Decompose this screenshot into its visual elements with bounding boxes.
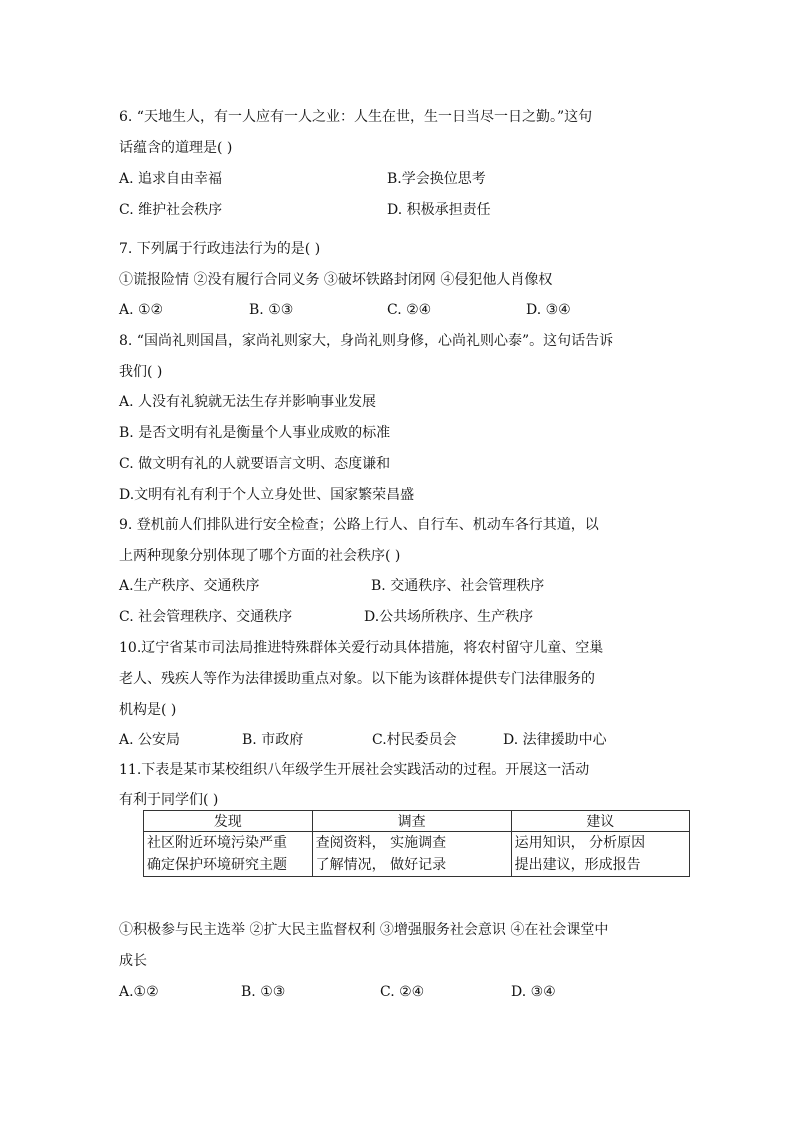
q7-option-b: B. ①③ [249, 302, 294, 318]
q10-stem-line3: 机构是( ) [119, 702, 177, 718]
q8-stem-line1: 8. “国尚礼则国昌，家尚礼则家大，身尚礼则身修，心尚礼则心泰”。这句话告诉 [119, 333, 614, 349]
q10-option-a: A. 公安局 [119, 732, 181, 748]
table-cell-text: 提出建议，形成报告 [514, 857, 641, 873]
table-cell-text: 了解情况， 做好记录 [315, 857, 447, 873]
q6-option-a: A. 追求自由幸福 [119, 171, 223, 187]
table-cell-text: 查阅资料， 实施调查 [315, 835, 447, 851]
q9-stem-line2: 上两种现象分别体现了哪个方面的社会秩序( ) [119, 548, 401, 564]
q8-option-d: D.文明有礼有利于个人立身处世、国家繁荣昌盛 [119, 487, 415, 503]
q7-option-a: A. ①② [119, 302, 164, 318]
q10-option-c: C.村民委员会 [372, 732, 457, 748]
q7-statements: ①谎报险情 ②没有履行合同义务 ③破坏铁路封闭网 ④侵犯他人肖像权 [119, 272, 553, 288]
q11-stem-line2: 有利于同学们( ) [119, 792, 219, 808]
q11-option-b: B. ①③ [241, 984, 286, 1000]
q9-option-d: D.公共场所秩序、生产秩序 [364, 609, 534, 625]
q6-option-b: B.学会换位思考 [387, 171, 486, 187]
q8-stem-line2: 我们( ) [119, 364, 163, 380]
q6-stem-line2: 话蕴含的道理是( ) [119, 140, 233, 156]
q9-option-a: A.生产秩序、交通秩序 [119, 578, 260, 594]
table-cell [312, 832, 511, 877]
table-cell-text: 运用知识， 分析原因 [514, 835, 646, 851]
table-header-row [144, 811, 690, 832]
table-cell [511, 832, 689, 877]
table-row [144, 832, 690, 877]
q10-stem-line2: 老人、残疾人等作为法律援助重点对象。以下能为该群体提供专门法律服务的 [119, 671, 595, 687]
q6-option-c: C. 维护社会秩序 [119, 202, 223, 218]
q11-statements-line2: 成长 [119, 953, 147, 969]
q10-option-d: D. 法律援助中心 [503, 732, 607, 748]
q6-stem-line1: 6. “天地生人，有一人应有一人之业：人生在世，生一日当尽一日之勤。”这句 [119, 109, 593, 125]
table-cell [144, 832, 313, 877]
table-header-cell: 发现 [144, 811, 313, 832]
activity-process-table [143, 810, 690, 877]
q9-option-c: C. 社会管理秩序、交通秩序 [119, 609, 293, 625]
q11-option-c: C. ②④ [380, 984, 425, 1000]
q11-statements-line1: ①积极参与民主选举 ②扩大民主监督权利 ③增强服务社会意识 ④在社会课堂中 [119, 922, 609, 938]
q10-stem-line1: 10.辽宁省某市司法局推进特殊群体关爱行动具体措施，将农村留守儿童、空巢 [119, 640, 604, 656]
q7-stem-line1: 7. 下列属于行政违法行为的是( ) [119, 241, 321, 257]
table-cell-text: 社区附近环境污染严重 [147, 835, 287, 851]
q7-option-d: D. ③④ [526, 302, 571, 318]
q11-option-a: A.①② [119, 984, 159, 1000]
q9-option-b: B. 交通秩序、社会管理秩序 [371, 578, 545, 594]
q10-option-b: B. 市政府 [242, 732, 304, 748]
table-cell-text: 确定保护环境研究主题 [147, 857, 287, 873]
q11-stem-line1: 11.下表是某市某校组织八年级学生开展社会实践活动的过程。开展这一活动 [119, 762, 590, 778]
q11-option-d: D. ③④ [511, 984, 556, 1000]
table-header-cell: 建议 [511, 811, 689, 832]
q8-option-b: B. 是否文明有礼是衡量个人事业成败的标准 [119, 425, 391, 441]
table-header-cell: 调查 [312, 811, 511, 832]
q7-option-c: C. ②④ [387, 302, 432, 318]
q8-option-a: A. 人没有礼貌就无法生存并影响事业发展 [119, 394, 377, 410]
q6-option-d: D. 积极承担责任 [387, 202, 491, 218]
q9-stem-line1: 9. 登机前人们排队进行安全检查；公路上行人、自行车、机动车各行其道，以 [119, 517, 599, 533]
q8-option-c: C. 做文明有礼的人就要语言文明、态度谦和 [119, 456, 391, 472]
